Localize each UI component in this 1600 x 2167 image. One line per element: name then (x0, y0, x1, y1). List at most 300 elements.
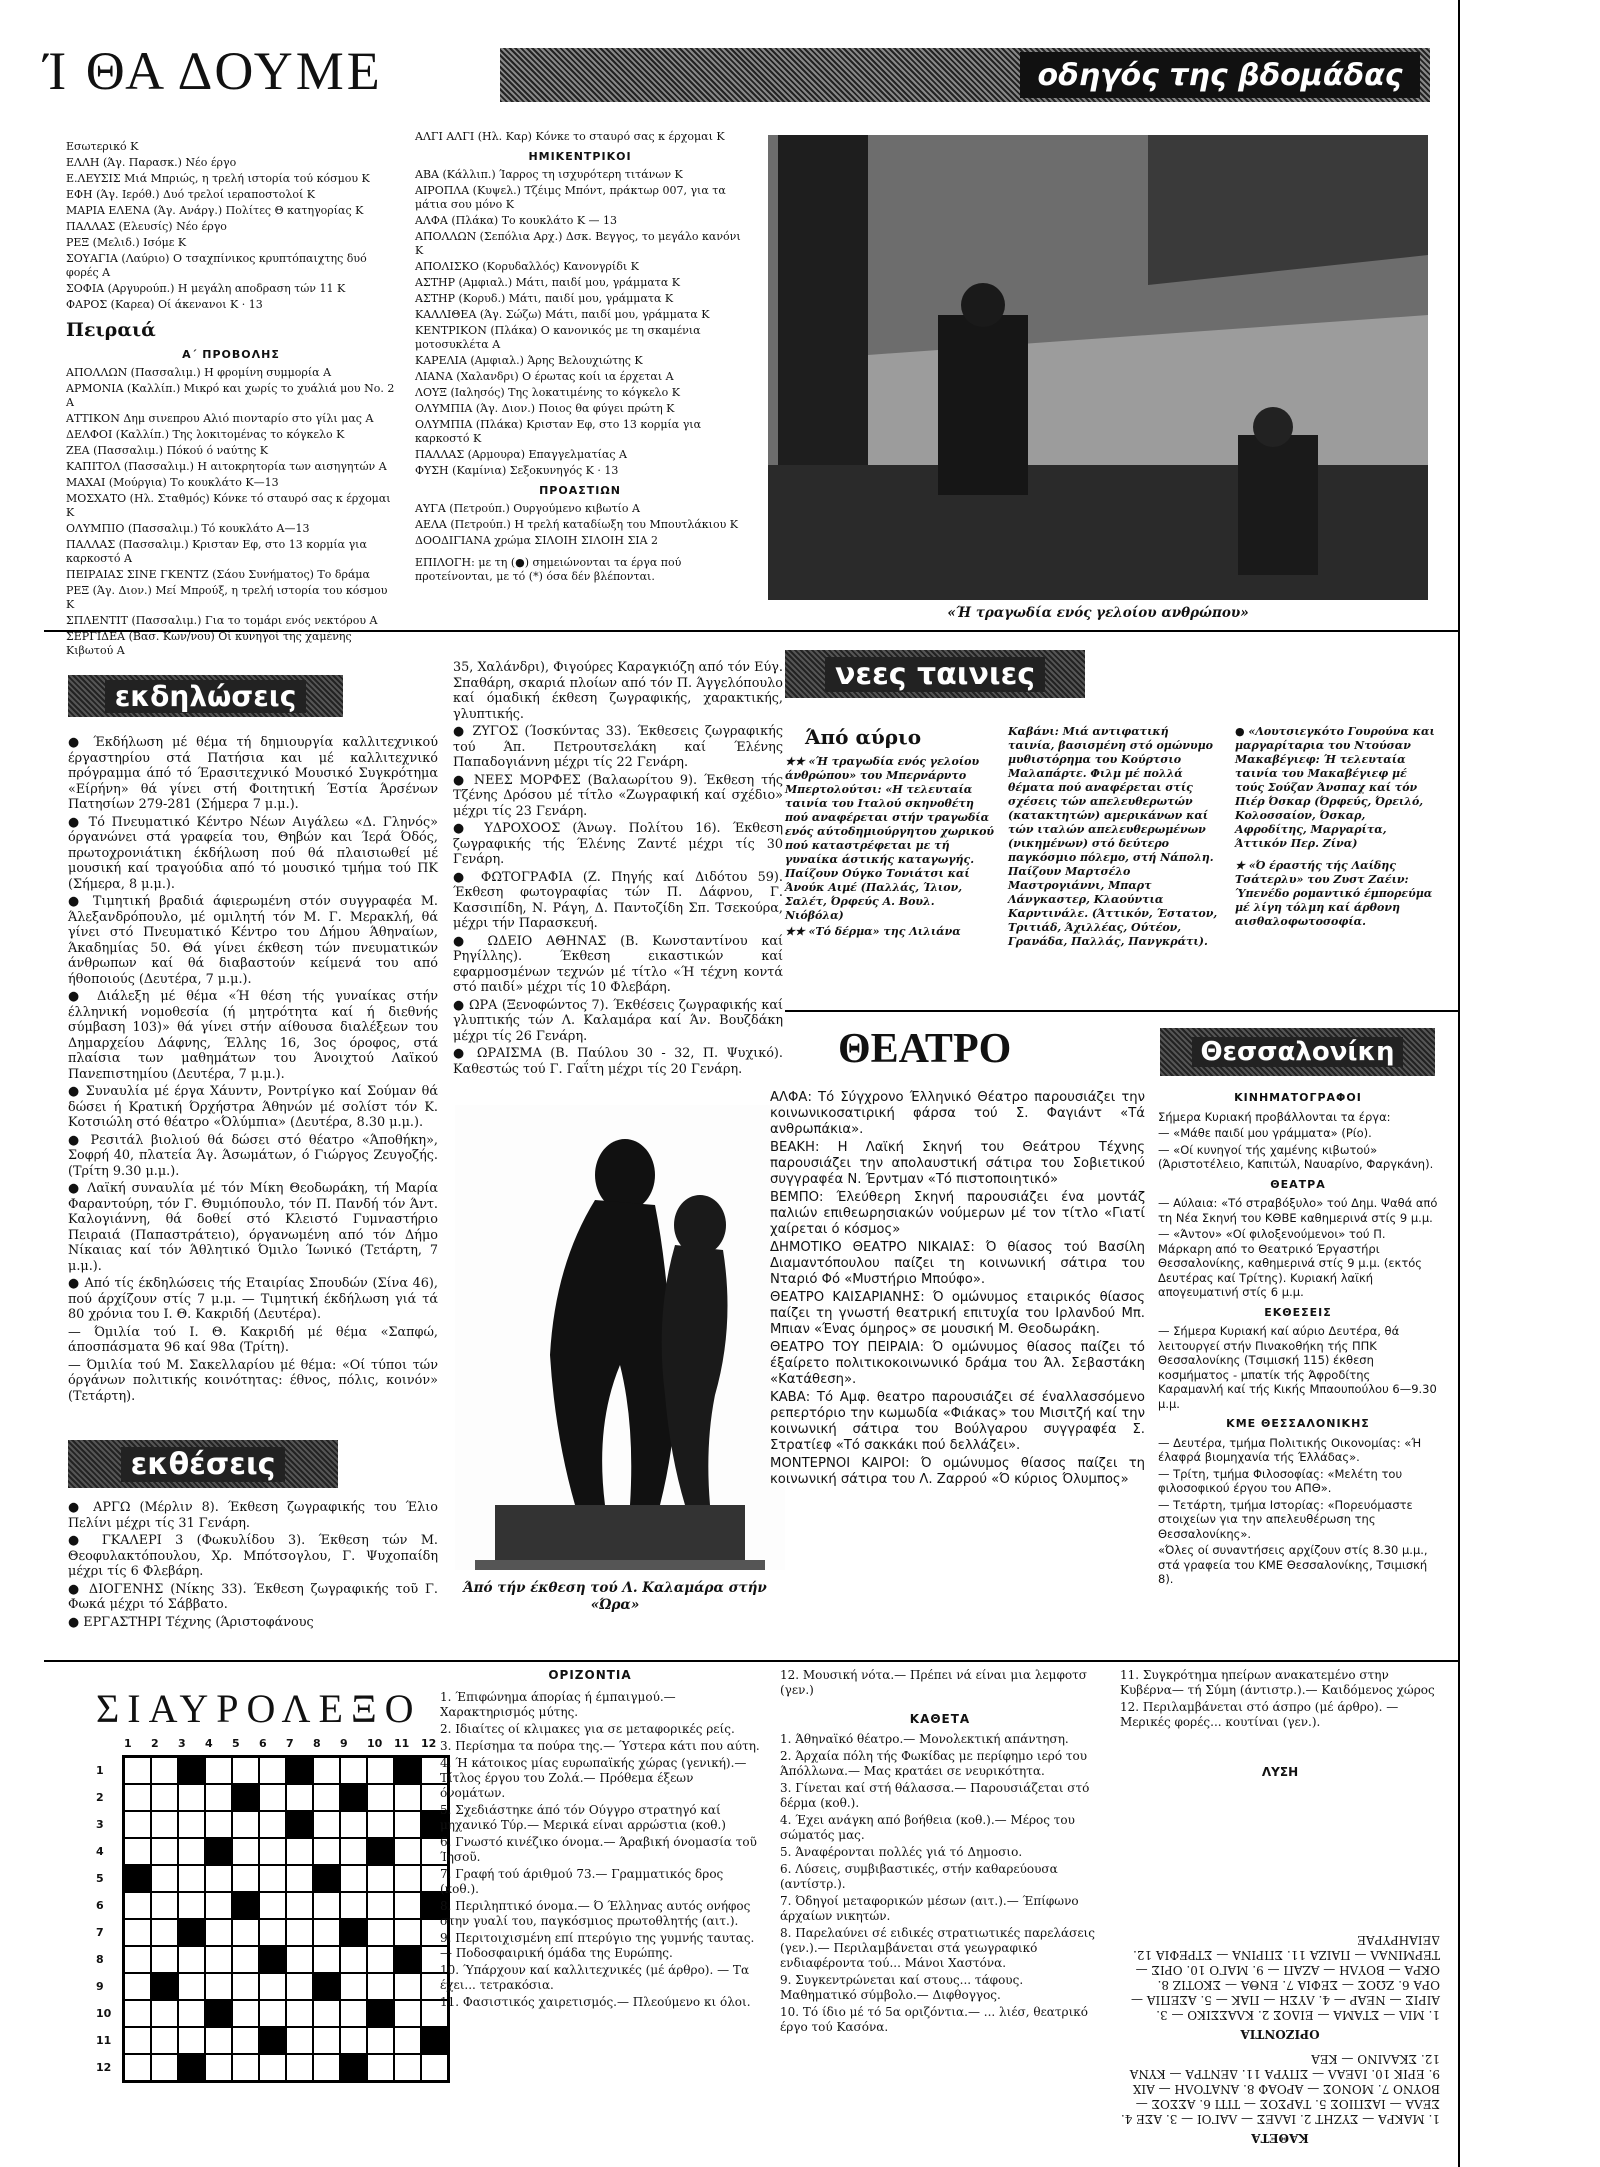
clue: 11. Συγκρότημα ηπείρων ανακατεμένο στην Κυβέρνα— τή Σύμη (άντιστρ.).— Καιδόμενος χώρος (1120, 1668, 1435, 1697)
listing-line: Ε.ΛΕΥΣΙΣ Μιά Μπριώς, η τρελή ιστορία τού κόσμου Κ (66, 172, 370, 185)
nees-tainies-banner (785, 650, 1085, 698)
crossword-cell (394, 1838, 421, 1865)
crossword-cell (286, 1865, 313, 1892)
crossword-cell (205, 1784, 232, 1811)
crossword-cell (340, 1973, 367, 2000)
listing-line: ΚΑΡΕΛΙΑ (Αμφιαλ.) Άρης Βελουχιώτης Κ (415, 354, 643, 367)
event-item: ● Τό Πνευματικό Κέντρο Νέων Αιγάλεω «Δ. Γληνός» όργανώνει στά γραφεία του, Θηβών και Ίερά Όδός, πρωτοχρονιάτικη έκδήλωση πού θά πλαισιωθεί μέ μουσική καί τραγούδια από τό μουσικό τμήμα τού ΠΚ (Σήμερα, 8 μ.μ.). (68, 814, 438, 892)
ektheseis-banner-label: εκθέσεις (121, 1447, 286, 1482)
col-number: 6 (259, 1737, 267, 1750)
crossword-cell (367, 1757, 394, 1784)
crossword-cell (151, 1892, 178, 1919)
thes-line: — Τρίτη, τμήμα Φιλοσοφίας: «Μελέτη του φιλοσοφικού έργου του ΑΠΘ». (1158, 1466, 1403, 1495)
crossword-cell (340, 2054, 367, 2081)
col-number: 3 (178, 1737, 186, 1750)
crossword-cell (313, 1784, 340, 1811)
crossword-cell (124, 1973, 151, 2000)
crossword-cell (340, 1757, 367, 1784)
crossword-cell (313, 1946, 340, 1973)
listing-line: ΑΠΟΛΛΩΝ (Σεπόλια Αρχ.) Δσκ. Βεγγος, το μεγάλο κανόνι Κ (415, 230, 741, 257)
page-title: Ί ΘΑ ΔΟΥΜΕ (44, 41, 383, 101)
listing-line: ΚΑΛΛΙΘΕΑ (Άγ. Σώζω) Μάτι, παιδί μου, γράμματα Κ (415, 308, 710, 321)
clue: 7. Γραφή τού άριθμού 73.— Γραμματικός δρος (κοθ.). (440, 1867, 724, 1896)
clue: 3. Γίνεται καί στή θάλασσα.— Παρουσιάζεται στό δέρμα (κοθ.). (780, 1781, 1090, 1810)
film-still-caption: «Ή τραγωδία ενός γελοίου ανθρώπου» (947, 605, 1249, 621)
crossword-cell (340, 1838, 367, 1865)
vertical-clues-heading: ΚΑΘΕΤΑ (909, 1712, 971, 1726)
listing-line: ΕΛΛΗ (Άγ. Παρασκ.) Νέο έργο (66, 156, 237, 169)
row-number: 10 (96, 2007, 112, 2020)
clue: 4. Ή κάτοικος μίας ευρωπαϊκής χώρας (γενική).— Τίτλος έργου του Ζολά.— Πρόθεμα έξεων όνομάτων. (440, 1756, 747, 1800)
clue: 1. Άθηναϊκό θέατρο.— Μονολεκτική απάντηση. (780, 1732, 1069, 1746)
clue: 6. Λύσεις, συμβιβαστικές, στήν καθαρεύουσα (αντίστρ.). (780, 1862, 1058, 1891)
crossword-cell (151, 1946, 178, 1973)
theatre-item: ΒΕΑΚΗ: Η Λαϊκή Σκηνή του Θεάτρου Τέχνης παρουσιάζει την απολαυστική σάτιρα του Σοβιετικού συγγραφέα Ν. Έρντμαν «Τό πιστοποιητικό» (770, 1140, 1145, 1187)
exhibit-item: ● ΩΡΑΙΣΜΑ (Β. Παύλου 30 - 32, Π. Ψυχικό). Καθεστώς τού Γ. Γαΐτη μέχρι τίς 20 Γενάρη. (453, 1046, 783, 1077)
crossword-cell (367, 1784, 394, 1811)
crossword-cell (286, 1757, 313, 1784)
listing-line: ΣΟΥΑΓΙΑ (Λαύριο) Ο τσαχπίνικος κρυπτόπαιχτης δυό φορές Α (66, 252, 367, 279)
event-item: ● Ρεσιτάλ βιολιού θά δώσει στό θέατρο «Άποθήκη», Σοφρή 40, πλατεία Άγ. Άσωμάτων, ό Γιώργος Ζευγοζής. (Τρίτη 9.30 μ.μ.). (68, 1132, 438, 1179)
crossword-cell (286, 1892, 313, 1919)
crossword-cell (205, 1892, 232, 1919)
listing-line: ΑΛΦΑ (Πλάκα) Το κουκλάτο Κ — 13 (415, 214, 618, 227)
crossword-cell (259, 2000, 286, 2027)
row-number: 11 (96, 2034, 112, 2047)
crossword-cell (232, 1919, 259, 1946)
ekdiloseis-banner (68, 675, 343, 717)
listing-line: ΠΕΙΡΑΙΑΣ ΣΙΝΕ ΓΚΕΝΤΖ (Σάου Συνήματος) Το δράμα (66, 568, 370, 581)
crossword-cell (286, 1919, 313, 1946)
crossword-cell (124, 1757, 151, 1784)
crossword-cell (205, 1757, 232, 1784)
theatre-item: ΘΕΑΤΡΟ ΤΟΥ ΠΕΙΡΑΙΑ: Ό ομώνυμος θίασος παίζει τό έξαίρετο πολιτικοκοινωνικό δράμα του Άλ. Σεβαστάκη «Κατάθεση». (770, 1340, 1145, 1387)
exhibit-item: ● ΥΔΡΟΧΟΟΣ (Άνωγ. Πολίτου 16). Έκθεση ζωγραφικής τής Έλένης Ζαντέ μέχρι τίς 30 Γενάρη. (453, 821, 783, 867)
crossword-cell (205, 2054, 232, 2081)
row-number: 7 (96, 1926, 104, 1939)
listing-line: ΟΛΥΜΠΙΑ (Πλάκα) Κρισταν Εφ, στο 13 κορμία για καρκοστό Κ (415, 418, 702, 445)
exhibit-item: ● ΕΡΓΑΣΤΗΡΙ Τέχνης (Άριστοφάνους (68, 1614, 314, 1630)
piraeus-heading: Πειραιά (66, 319, 156, 341)
crossword-cell (124, 2000, 151, 2027)
clue: 8. Περιληπτικό όνομα.— Ό Έλληνας αυτός ονήφος στην γυαλί του, παγκόσμιος πρωτοθλητής (αιτ.). (440, 1899, 751, 1928)
thes-line: — «Άντον» «Οί φιλοξενούμενοι» τού Π. Μάρκαρη από το Θεατρικό Έργαστήρι Θεσσαλονίκης, καθημερινά στίς 9 μ.μ. (εκτός Δευτέρας καί Τρίτης). Κυριακή λαϊκή απογευματινή στίς 6 μ.μ. (1158, 1227, 1423, 1299)
new-films-col1 (785, 755, 995, 1000)
listing-line: ΣΕΡΓΙΔΕΑ (Βασ. Κων/νου) Οί κυνηγοί της χαμένης Κιβωτού Α (66, 630, 352, 657)
listing-line: ΦΑΡΟΣ (Καρεα) Οί άκενανοι Κ · 13 (66, 298, 263, 311)
crossword-cell (124, 1946, 151, 1973)
crossword-cell (124, 2054, 151, 2081)
col-number: 12 (421, 1737, 437, 1750)
sculpture-photo (455, 1105, 785, 1570)
crossword-cell (151, 2054, 178, 2081)
crossword-cell (124, 1838, 151, 1865)
listing-line: ΑΠΟΛΙΣΚΟ (Κορυδαλλός) Κανονγρίδι Κ (415, 260, 639, 273)
event-item: ● Έκδήλωση μέ θέμα τή δημιουργία καλλιτεχνικού έργαστηρίου στά Πατήσια και μέ καλλιτεχνικό πρόγραμμα άπό τό Έρασιτεχνικό Μουσικό Συγκρότημα «Είρήνη» θά γίνει στή Φοιτητική Έστία Άρσένων Πατησίων 279-281 (Σήμερα 7 μ.μ.). (68, 735, 438, 812)
listing-line: ΦΥΣΗ (Καμίνια) Σεξοκυνηγός Κ · 13 (415, 464, 619, 477)
crossword-cell (151, 1973, 178, 2000)
crossword-column-numbers (124, 1737, 448, 1750)
clue: 1. Έπιφώνημα άπορίας ή έμπαιγμού.— Χαρακτηρισμός μύτης. (440, 1690, 676, 1719)
section-divider (44, 630, 1458, 632)
clue: 4. Έχει ανάγκη από βοήθεια (κοθ.).— Μέρος του σώματός μας. (780, 1813, 1075, 1842)
crossword-cell (313, 1892, 340, 1919)
crossword-cell (313, 2054, 340, 2081)
thessaloniki-listing (1158, 1085, 1438, 1645)
clue: 6. Γνωστό κινέζικο όνομα.— Άραβική όνομασία τοῦ Ίησοῦ. (440, 1835, 757, 1864)
crossword-cell (259, 1946, 286, 1973)
crossword-row-numbers (96, 1757, 120, 2081)
exhibit-item: ● ΔΙΟΓΕΝΗΣ (Νίκης 33). Έκθεση ζωγραφικής τοῦ Γ. Φωκά μέχρι τό Σάββατο. (68, 1581, 438, 1612)
crossword-cell (151, 1757, 178, 1784)
crossword-cell (394, 2054, 421, 2081)
crossword-cell (313, 1811, 340, 1838)
film-review: ★★ «Τό δέρμα» της Λιλιάνα (785, 925, 961, 938)
listing-line: ΔΟΟΔΙΓΙΑΝΑ χρώμα ΣΙΛΟΙΗ ΣΙΛΟΙΗ ΣΙΑ 2 (415, 534, 659, 547)
ekdiloseis-banner-label: εκδηλώσεις (105, 680, 307, 713)
cinema-listing-left (66, 140, 396, 657)
crossword-cell (394, 1892, 421, 1919)
crossword-cell (151, 1811, 178, 1838)
clue: 12. Περιλαμβάνεται στό άσπρο (μέ άρθρο). — Μερικές φορές... κουτίναι (γεν.). (1120, 1700, 1399, 1729)
films-divider (785, 1010, 1458, 1012)
crossword-cell (124, 1919, 151, 1946)
theatre-item: ΜΟΝΤΕΡΝΟΙ ΚΑΙΡΟΙ: Ό ομώνυμος θίασος παίζει τη κοινωνική σάτιρα του Λ. Ζαρρού «Ό κύριος Όλυμπος» (770, 1456, 1145, 1487)
crossword-cell (178, 2054, 205, 2081)
thes-line: Σήμερα Κυριακή προβάλλονται τα έργα: (1158, 1109, 1391, 1124)
crossword-cell (259, 1919, 286, 1946)
sculpture-illustration (455, 1105, 785, 1570)
crossword-cell (124, 1811, 151, 1838)
listing-line: ΑΛΓΙ ΑΛΓΙ (Ηλ. Καρ) Κόνκε το σταυρό σας κ έρχομαι Κ (415, 130, 725, 143)
listing-line: ΚΕΝΤΡΙΚΟΝ (Πλάκα) Ο κανονικός με τη σκαμένια μοτοσυκλέτα Α (415, 324, 701, 351)
clue: 9. Συγκεντρώνεται καί στους... τάφους. Μαθηματικό σύμβολο.— Διφθογγος. (780, 1973, 1024, 2002)
event-item: ● Από τίς έκδηλώσεις τής Εταιρίας Σπουδών (Σίνα 46), πού άρχίζουν στίς 7 μ.μ. — Τιμητική έκδήλωση γιά τά 80 χρόνια του Ι. Θ. Κακριδή (Δευτέρα). (68, 1276, 438, 1322)
crossword-cell (232, 2027, 259, 2054)
exhibit-item: ● ΖΥΓΟΣ (Ίοσκύντας 33). Έκθεσεις ζωγραφικής τού Άπ. Πετρουτσελάκη καί Έλένης Παπαδογιάννη μέχρι τίς 22 Γενάρη. (453, 724, 783, 770)
crossword-cell (151, 2027, 178, 2054)
listing-line: ΜΑΧΑΙ (Μούργια) Το κουκλάτο Κ—13 (66, 476, 279, 489)
listing-line: ΜΑΡΙΑ ΕΛΕΝΑ (Άγ. Ανάργ.) Πολίτες Θ κατηγορίας Κ (66, 204, 364, 217)
crossword-cell (178, 1973, 205, 2000)
clue: 8. Παρελαύνει σέ ειδικές στρατιωτικές παρελάσεις (γεν.).— Περιλαμβάνεται στά γεωγραφικό ενδιαφέροντα τού... Μάνοι Χαστόνα. (780, 1926, 1095, 1970)
crossword-cell (205, 1946, 232, 1973)
crossword-cell (232, 1973, 259, 2000)
crossword-cell (151, 2000, 178, 2027)
solution-horizontal-heading: ΟΡΙΖΟΝΤΙΑ (1240, 2027, 1320, 2041)
crossword-cell (367, 1919, 394, 1946)
crossword-cell (340, 1919, 367, 1946)
theatre-item: ΚΑΒΑ: Τό Αμφ. θεατρο παρουσιάζει σέ έναλλασσόμενο ρεπερτόριο την κωμωδία «Φιάκας» του Μισιτζή καί την κοινωνική σάτιρα του Βούλγαρου συγγραφέα Σ. Στρατίεφ «Τό σακκάκι πού δελλάζει». (770, 1390, 1145, 1453)
crossword-cell (340, 2027, 367, 2054)
horizontal-clue-12 (780, 1668, 1100, 1708)
crossword-cell (340, 1811, 367, 1838)
clue: 5. Σχεδιάστηκε άπό τόν Ούγγρο στρατηγό καί μηχανικό Τύρ.— Μερικά είναι αρρώστια (κοθ.) (440, 1803, 726, 1832)
crossword-cell (232, 1811, 259, 1838)
horizontal-clues-heading: ΟΡΙΖΟΝΤΙΑ (548, 1668, 632, 1682)
crossword-cell (394, 1919, 421, 1946)
thes-theatre-heading: ΘΕΑΤΡΑ (1270, 1177, 1326, 1191)
theatre-item: ΔΗΜΟΤΙΚΟ ΘΕΑΤΡΟ ΝΙΚΑΙΑΣ: Ό θίασος τού Βασίλη Διαμαντόπουλου παίζει τη κοινωνική σάτιρα του Νταριό Φό «Μυστήριο Μπούφο». (770, 1240, 1145, 1287)
row-number: 9 (96, 1980, 104, 1993)
event-item: — Όμιλία τού Μ. Σακελλαρίου μέ θέμα: «Οί τύποι τών όργάνων πολιτικής κοινότητας: έθνος, πόλις, κοινόν» (Τετάρτη). (68, 1357, 438, 1404)
thessaloniki-banner-label: Θεσσαλονίκη (1192, 1037, 1402, 1067)
listing-line: ΑΠΟΛΛΩΝ (Πασσαλιμ.) Η φρομίνη συμμορία Α (66, 366, 332, 379)
crossword-cell (178, 1838, 205, 1865)
event-item: ● Συναυλία μέ έργα Χάυντν, Ροντρίγκο καί Σούμαν θά δώσει ή Κρατική Όρχήστρα Άθηνών μέ σολίστ τόν Κ. Κοτσιώλη στό θέατρο «Όλύμπια» (Δευτέρα, 8.30 μ.μ.). (68, 1084, 438, 1130)
exhibit-item: ● ΑΡΓΩ (Μέρλιν 8). Έκθεση ζωγραφικής του Έλιο Πελίνι μέχρι τίς 31 Γενάρη. (68, 1500, 438, 1531)
listing-line: Εσωτερικό Κ (66, 140, 139, 153)
crossword-cell (367, 1973, 394, 2000)
crossword-cell (313, 1919, 340, 1946)
suburbs-heading: ΠΡΟΑΣΤΙΩΝ (539, 484, 621, 497)
crossword-cell (313, 1838, 340, 1865)
crossword-cell (259, 1811, 286, 1838)
crossword-cell (178, 1892, 205, 1919)
crossword-cell (286, 2027, 313, 2054)
listing-line: ΣΟΦΙΑ (Αργυρούπ.) Η μεγάλη αποδραση τών 11 Κ (66, 282, 346, 295)
listing-line: ΛΟΥΞ (Ιαλησός) Της λοκατιμένης το κόγκελο Κ (415, 386, 680, 399)
row-number: 6 (96, 1899, 104, 1912)
crossword-cell (394, 2027, 421, 2054)
crossword-cell (367, 1946, 394, 1973)
thes-line: — Σήμερα Κυριακή καί αύριο Δευτέρα, θά λειτουργεί στήν Πινακοθήκη τής ΠΠΚ Θεσσαλονίκης (Τσιμισκή 115) έκθεση κοσμήματος - μπατίκ τής Άφροδίτης Καραμανλή καί τής Κικής Μπαουπούλου 6—9.30 μ.μ. (1158, 1324, 1437, 1411)
crossword-divider (44, 1660, 1458, 1662)
listing-line: ΠΑΛΛΑΣ (Ελευσίς) Νέο έργο (66, 220, 227, 233)
col-number: 4 (205, 1737, 213, 1750)
crossword-cell (178, 1811, 205, 1838)
vertical-clues (780, 1732, 1100, 2162)
exhibit-item: ● ΩΡΑ (Ξενοφώντος 7). Έκθέσεις ζωγραφικής καί γλυπτικής τών Λ. Καλαμάρα καί Άν. Βουζδάκη μέχρι τίς 26 Γενάρη. (453, 997, 783, 1044)
event-item: ● Τιμητική βραδιά άφιερωμένη στόν συγγραφέα Μ. Άλεξανδρόπουλο, μέ ομιλητή τόν Μ. Γ. Μερακλή, θά γίνει στό Πνευματικό Κέντρο του Δήμου Άθηναίων, Άκαδημίας 50. Θά γίνει έκθεση τών πνευματικών άνθρωπων καί θά διαβαστούν κείμενά του από ήθοποιούς (Δευτέρα, 7 μ.μ.). (68, 894, 438, 987)
listing-line: ΑΡΜΟΝΙΑ (Καλλίπ.) Μικρό και χωρίς το χυάλιά μου Νο. 2 Α (66, 382, 395, 409)
row-number: 1 (96, 1764, 104, 1777)
crossword-cell (205, 1838, 232, 1865)
semicentral-heading: ΗΜΙΚΕΝΤΡΙΚΟΙ (528, 150, 632, 163)
nees-tainies-banner-label: νεες ταινιες (825, 657, 1045, 692)
listing-line: ΑΕΛΑ (Πετρούπ.) Η τρελή καταδίωξη του Μπουτλάκιου Κ (415, 518, 738, 531)
crossword-cell (178, 1784, 205, 1811)
crossword-cell (313, 1973, 340, 2000)
listing-line: ΡΕΞ (Άγ. Διον.) Μεί Μπρούξ, η τρελή ιστορία του κόσμου Κ (66, 584, 388, 611)
listing-line: ΑΙΡΟΠΛΑ (Κυψελ.) Τζέιμς Μπόντ, πράκτωρ 007, για τα μάτια σου μόνο Κ (415, 184, 726, 211)
theatre-item: ΘΕΑΤΡΟ ΚΑΙΣΑΡΙΑΝΗΣ: Ό ομώνυμος εταιρικός θίασος παίζει τη γνωστή θεατρική επιτυχία του Ιρλανδού Μπ. Μπιαν «Ένας όμηρος» σε μουσική Μ. Θεοδωράκη. (770, 1290, 1145, 1337)
crossword-cell (124, 2027, 151, 2054)
crossword-cell (394, 1757, 421, 1784)
crossword-cell (232, 1892, 259, 1919)
listing-line: ΜΟΣΧΑΤΟ (Ηλ. Σταθμός) Κόνκε τό σταυρό σας κ έρχομαι Κ (66, 492, 391, 519)
solution-text: 1. ΜΑΚΡΑ — ΣΥΖΗΤ 2. ΙΑΛΕΣ — ΛΑΓΟΙ — 3. ΑΣΕ 4. ΣΕΛΑ — ΙΑΣΠΙΟΣ 5. ΤΑΡΣΟΣ — ΤΙΤΙ 6. ΑΣΣΟΣ — ΒΟΥΝΟ 7. ΜΟΝΟΣ — ΑΡΟΑΦ 8. ΑΝΑΤΟΛΗ — ΑΙΧ 9. ΕΡΙΚ 10. ΙΔΕΑΛ — ΣΠΥΡΑ 11. ΔΕΝΤΡΑ — ΚΥΝΑ 12. ΣΚΑΛΙΝΟ — ΚΕΑ (1120, 2052, 1440, 2126)
crossword-cell (259, 1865, 286, 1892)
crossword-cell (286, 1811, 313, 1838)
crossword-cell (205, 1811, 232, 1838)
col-number: 10 (367, 1737, 383, 1750)
clue: 5. Άναφέρονται πολλές γιά τό Δημοσιο. (780, 1845, 1023, 1859)
film-review: ★★ «Ή τραγωδία ενός γελοίου άνθρώπου» του Μπερνάρντο Μπερτολούτσι: «Η τελευταία ταινία του Ιταλού σκηνοθέτη πού αναφέρεται στήν τραγωδία ενός αύτοδημιούργητου χωρικού πού καταστρέφεται με τή γυναίκα άστικής καταγωγής. Παίζουν Ούγκο Τονιάτσι καί Άνούκ Αιμέ (Παλλάς, Ίλιον, Σαλέτ, Όρφεύς Α. Βουλ. Νιόβόλα) (785, 755, 995, 922)
cinema-listing-mid (415, 130, 745, 640)
crossword-cell (178, 2027, 205, 2054)
listing-line: ΑΣΤΗΡ (Αμφιαλ.) Μάτι, παιδί μου, γράμματα Κ (415, 276, 680, 289)
crossword-cell (178, 2000, 205, 2027)
crossword-cell (151, 1919, 178, 1946)
crossword-grid (122, 1755, 450, 2083)
crossword-cell (259, 2054, 286, 2081)
theatre-item: ΒΕΜΠΟ: Έλεύθερη Σκηνή παρουσιάζει ένα μοντάζ παλιών επιθεωρησιακών νούμερων μέ τον τίτλο «Γιατί χαίρεται ό κόσμος» (770, 1190, 1145, 1237)
exhibit-item: ● ΦΩΤΟΓΡΑΦΙΑ (Ζ. Πηγής καί Διδότου 59). Έκθεση φωτογραφίας τών Π. Δάφνου, Γ. Κασσιπίδη, Ν. Ράγη, Δ. Παντοζίδη Σπ. Τσεκούρα, μέχρι τήν Παρασκευή. (453, 869, 783, 931)
listing-line: ΠΑΛΛΑΣ (Αρμουρα) Επαγγελματίας Α (415, 448, 627, 461)
row-number: 8 (96, 1953, 104, 1966)
theatre-heading: ΘΕΑΤΡΟ (838, 1026, 1012, 1072)
crossword-cell (313, 2000, 340, 2027)
event-item: — Όμιλία τού Ι. Θ. Κακριδή μέ θέμα «Σαπφώ, άποσπάσματα 96 καί 98α (Τρίτη). (68, 1324, 438, 1355)
crossword-cell (232, 1757, 259, 1784)
col-number: 1 (124, 1737, 132, 1750)
listing-line: ΟΛΥΜΠΙΟ (Πασσαλιμ.) Τό κουκλάτο Α—13 (66, 522, 310, 535)
crossword-cell (259, 1973, 286, 2000)
exhibit-item: 35, Χαλάνδρι), Φιγούρες Καραγκιόζη από τόν Εύγ. Σπαθάρη, σκαριά πλοίων από τόν Π. Άγγελόπουλο καί όμαδική έκθεση ζωγραφικής, χαρακτικής, γλυπτικής. (453, 660, 783, 722)
thes-line: — Αύλαια: «Τό στραβόξυλο» τού Δημ. Ψαθά από τη Νέα Σκηνή του ΚΘΒΕ καθημερινά στίς 9 μ.μ. (1158, 1196, 1438, 1225)
crossword-cell (286, 1973, 313, 2000)
crossword-cell (205, 2027, 232, 2054)
crossword-cell (313, 2027, 340, 2054)
crossword-cell (232, 2054, 259, 2081)
clue: 2. Ιδιαίτες οί κλιμακες για σε μεταφορικές ρείς. (440, 1722, 735, 1736)
col-number: 2 (151, 1737, 159, 1750)
crossword-cell (205, 1973, 232, 2000)
crossword-title: ΣΙΑΥΡΟΛΕΞΟ (96, 1686, 422, 1731)
crossword-cell (340, 1784, 367, 1811)
exhibit-item: ● ΩΔΕΙΟ ΑΘΗΝΑΣ (Β. Κωνσταντίνου καί Ρηγίλλης). Έκθεση εικαστικών καί εφαρμοσμένων τεχνών μέ τίτλο «Ή τέχνη κοντά στό παιδί» μέχρι τίς 10 Φλεβάρη. (453, 933, 783, 995)
clue: 10. Ύπάρχουν καί καλλιτεχνικές (μέ άρθρο). — Τα έχει... τετρακόσια. (440, 1963, 750, 1992)
row-number: 4 (96, 1845, 104, 1858)
crossword-cell (178, 1865, 205, 1892)
vertical-clues-continued (1120, 1668, 1440, 1768)
listing-line: ΔΕΛΦΟΙ (Καλλίπ.) Της λοκιτομένας το κόγκελο Κ (66, 428, 345, 441)
row-number: 3 (96, 1818, 104, 1831)
clue: 7. Όδηγοί μεταφορικών μέσων (αιτ.).— Έπίφωνο άρχαίων νικητών. (780, 1894, 1079, 1923)
crossword-cell (124, 1892, 151, 1919)
listing-line: ΑΣΤΗΡ (Κορυδ.) Μάτι, παιδί μου, γράμματα Κ (415, 292, 674, 305)
listing-line: ΛΙΑΝΑ (Χαλανδρι) Ο έρωτας κοίι ια έρχεται Α (415, 370, 674, 383)
horizontal-clues (440, 1690, 760, 2160)
crossword-cell (367, 1811, 394, 1838)
crossword-cell (205, 1865, 232, 1892)
crossword-cell (232, 2000, 259, 2027)
event-item: ● Λαϊκή συναυλία μέ τόν Μίκη Θεοδωράκη, τή Μαρία Φαραντούρη, τόν Γ. Θυμιόπουλο, τόν Π. Πανδή τόν Άντ. Καλογιάννη, θά δοθεί στό Κλειστό Γυμναστήριο Πειραιά (Παπαστράτειο), όργανωμένη από τόν Δήμο Νίκαιας καί τόν Άθλητικό Όμιλο Ίωνικό (Τετάρτη, 7 μ.μ.). (68, 1181, 438, 1274)
sculpture-caption: Άπό τήν έκθεση τού Λ. Καλαμάρα στήν «Ώρα» (463, 1580, 767, 1613)
ekdiloseis-list (68, 735, 438, 1435)
col-number: 5 (232, 1737, 240, 1750)
crossword-cell (394, 2000, 421, 2027)
clue: 9. Περιτοιχισμένη επί πτερύγιο της γυμνής ταυτας.— Ποδοσφαιρική όμάδα της Ευρώπης. (440, 1931, 755, 1960)
listing-line: ΣΠΛΕΝΤΙΤ (Πασσαλιμ.) Για το τομάρι ενός νεκτόρου Α (66, 614, 378, 627)
crossword-cell (124, 1865, 151, 1892)
crossword-cell (259, 1757, 286, 1784)
listing-line: ΕΦΗ (Άγ. Ιερόθ.) Δυό τρελοί ιεραποστολοί Κ (66, 188, 315, 201)
thes-exhib-heading: ΕΚΘΕΣΕΙΣ (1264, 1305, 1332, 1319)
header-banner-label: οδηγός της βδομάδας (1037, 57, 1403, 93)
crossword-cell (286, 1838, 313, 1865)
crossword-cell (286, 2054, 313, 2081)
crossword-cell (259, 2027, 286, 2054)
thes-cinema-heading: ΚΙΝΗΜΑΤΟΓΡΑΦΟΙ (1234, 1091, 1362, 1104)
listing-line: ΑΒΑ (Κάλλιπ.) Ίαρρος τη ισχυρότερη τιτάνων Κ (415, 168, 683, 181)
film-still-illustration (768, 135, 1428, 600)
listing-line: ΚΑΠΙΤΟΛ (Πασσαλιμ.) Η αιτοκρητορία των αισηγητών Α (66, 460, 387, 473)
header-banner (1020, 52, 1420, 98)
clue: 10. Τό ίδιο μέ τό 5α οριζόντια.— ... λιέσ, θεατρικό έργο τού Κασόνα. (780, 2005, 1089, 2034)
listing-line: ΠΑΛΛΑΣ (Πασσαλιμ.) Κρισταν Εφ, στο 13 κορμία για καρκοστό Α (66, 538, 367, 565)
thes-line: — «Οί κυνηγοί τής χαμένης κιβωτού» (Άριστοτέλειο, Καπιτώλ, Ναυαρίνο, Φαργκάνη). (1158, 1142, 1434, 1171)
crossword-cell (151, 1865, 178, 1892)
crossword-cell (232, 1838, 259, 1865)
crossword-cell (205, 2000, 232, 2027)
col-number: 7 (286, 1737, 294, 1750)
solution-heading: ΛΥΣΗ (1261, 1765, 1299, 1779)
col-number: 9 (340, 1737, 348, 1750)
exhibit-item: ● ΓΚΑΛΕΡΙ 3 (Φωκυλίδου 3). Έκθεση τών Μ. Θεοφυλακτόπουλου, Χρ. Μπότσογλου, Γ. Ψυχοπαίδη μέχρι τίς 6 Φλεβάρη. (68, 1533, 438, 1579)
new-films-col1-heading: Άπό αύριο (805, 725, 922, 749)
film-review: Καβάνι: Μιά αντιφατική ταινία, βασισμένη στό ομώνυμο μυθιστόρημα του Κούρτσιο Μαλαπάρτε. Φιλμ μέ πολλά θέματα πού αναφέρεται στίς σχέσεις τών απελευθερωτών (κατακτητών) αμερικάνων καί τών ιταλών απελευθερωμένων (νικημένων) στό δεύτερο παγκόσμιο πόλεμο, στή Νάπολη. Παίζουν Μαρτσέλο Μαστρογιάννι, Μπαρτ Λάνγκαστερ, Κλαούντια Καρντινάλε. (Άττικόν, Έστατον, Τριτιάδ, Άχιλλέας, Ούτέον, Γρανάδα, Παλλάς, Πανγκράτι). (1008, 725, 1218, 948)
clue: 3. Περίσημα τα πούρα της.— Ύστερα κάτι που αύτη. (440, 1739, 760, 1753)
film-review: ● «Λουτσιεγκότο Γουρούνα και μαργαρίταρια του Ντούσαν Μακαβέγιεφ: Ή τελευταία ταινία του Μακαβέγιεφ μέ τούς Σούζαν Άνσπαχ καί τόν Πιέρ Όσκαρ (Όρφεύς, Όρειλό, Κολοσσαίον, Όσκαρ, Αφροδίτης, Μαργαρίτα, Άττικόν Περ. Ζίνα) (1235, 725, 1435, 850)
crossword-cell (205, 1919, 232, 1946)
crossword-cell (259, 1892, 286, 1919)
new-films-col3 (1235, 725, 1435, 1000)
listing-line: ΖΕΑ (Πασσαλιμ.) Πόκού ό ναύτης Κ (66, 444, 268, 457)
thes-line: — Δευτέρα, τμήμα Πολιτικής Οικονομίας: «Ή έλαφρά βιομηχανία τής Έλλάδας». (1158, 1435, 1422, 1464)
thes-line: — «Μάθε παιδί μου γράμματα» (Ρίο). (1158, 1126, 1372, 1140)
col-number: 11 (394, 1737, 410, 1750)
crossword-cell (367, 1838, 394, 1865)
crossword-cell (367, 2054, 394, 2081)
listing-line: ΑΥΓΑ (Πετρούπ.) Ουργούμενο κιβωτίο Α (415, 502, 640, 515)
crossword-cell (286, 1946, 313, 1973)
crossword-cell (394, 1811, 421, 1838)
crossword-cell (151, 1838, 178, 1865)
solution-block (1120, 1785, 1440, 2145)
right-margin-rule (1458, 0, 1460, 2167)
crossword-cell (313, 1757, 340, 1784)
row-number: 2 (96, 1791, 104, 1804)
crossword-cell (313, 1865, 340, 1892)
solution-vertical-heading: ΚΑΘΕΤΑ (1251, 2131, 1309, 2145)
crossword-cell (367, 1865, 394, 1892)
crossword-cell (232, 1946, 259, 1973)
crossword-cell (259, 1784, 286, 1811)
row-number: 5 (96, 1872, 104, 1885)
film-review: ★ «Ό έραστής τής Λαίδης Τσάτερλυ» του Ζυστ Ζαέιν: Ύπενέδο ρομαντικό έμπορεύμα μέ λίγη τόλμη καί άρθονη αισθαλοφωτοσοφία. (1235, 859, 1433, 928)
thes-line: «Όλες οί συναντήσεις αρχίζουν στίς 8.30 μ.μ., στά γραφεία του ΚΜΕ Θεσσαλονίκης, Τσιμισκή 8). (1158, 1543, 1428, 1586)
ektheseis-banner (68, 1440, 338, 1488)
crossword-cell (178, 1946, 205, 1973)
crossword-cell (178, 1757, 205, 1784)
crossword-cell (340, 1946, 367, 1973)
thessaloniki-banner (1160, 1028, 1435, 1076)
crossword-cell (151, 1784, 178, 1811)
theatre-item: ΑΛΦΑ: Τό Σύγχρονο Έλληνικό Θέατρο παρουσιάζει την κοινωνικοσατιρική φάρσα τού Σ. Φαγιάντ «Τά ανθρωπάκια». (770, 1090, 1145, 1137)
solution-text: 1. ΜΙΛ — ΣΤΑΜΑ — ΕΙΔΟΣ 2. ΚΛΑΣΣΙΚΟ — 3. ΑΙΡΙΣ — ΝΕΑΡ — 4. ΛΥΣΗ — ΠΑΚ — 5. ΑΣΕΠΙΑ — ΟΡΑ 6. ΖΩΟΣ — ΣΕΦΙΑ 7. ΕΝΘΑ — ΣΚΟΤΙΖ 8. ΟΚΡΑ — ΒΟΥΛΗ — ΑΖΑΠ — 9. ΜΑΓΟ 10. ΟΡΙΣ — ΤΕΡΜΙΝΑΛ — ΠΑΙΖΑ 11. ΣΠΡΙΝΑ — ΣΤΡΕΦΙΑ 12. ΔΕΙΑΗΡΥΡΑΕ (1131, 1933, 1440, 2022)
crossword-cell (394, 1973, 421, 2000)
crossword-cell (232, 1865, 259, 1892)
listing-line: ΑΤΤΙΚΟΝ Δημ σινεπρου Αλιό πιονταρίο στο γίλι μας Α (66, 412, 374, 425)
crossword-cell (340, 1865, 367, 1892)
crossword-cell (232, 1784, 259, 1811)
crossword-cell (367, 2027, 394, 2054)
row-number: 12 (96, 2061, 112, 2074)
crossword-cell (259, 1838, 286, 1865)
clue: 12. Μουσική νότα.— Πρέπει νά είναι μια λεμφοτσ (γεν.) (780, 1668, 1087, 1697)
